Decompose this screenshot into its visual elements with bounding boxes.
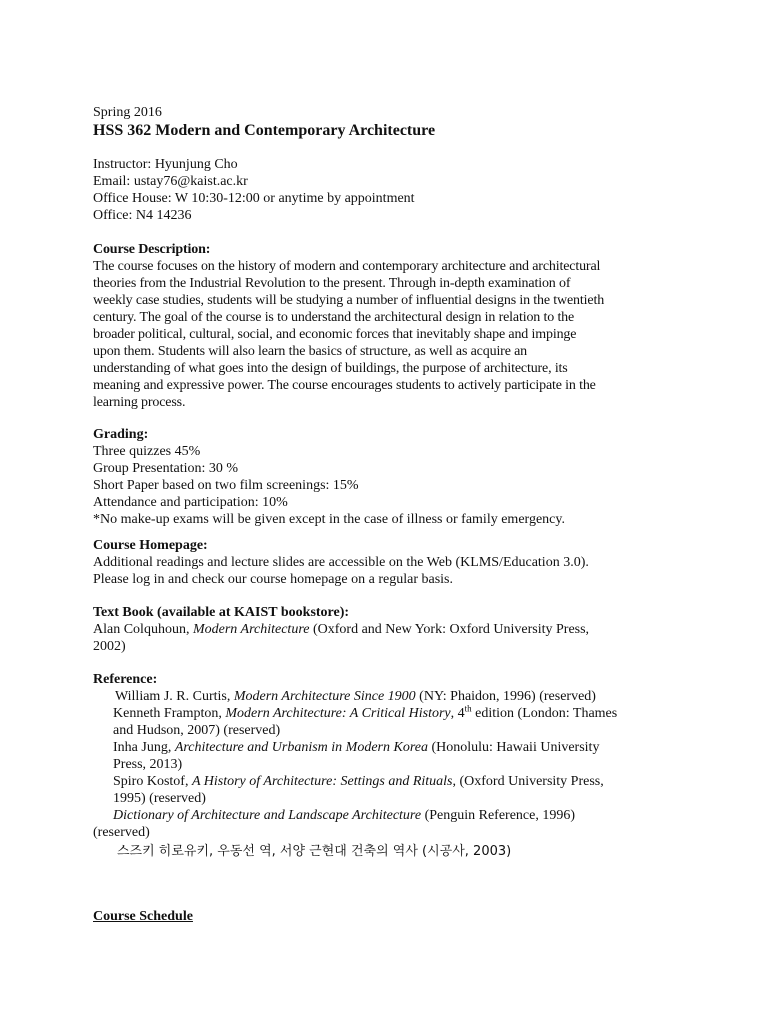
description-line: The course focuses on the history of modern and contemporary architecture and architectural xyxy=(93,259,601,274)
office-hours: Office House: W 10:30-12:00 or anytime by appointment xyxy=(93,191,415,206)
homepage-line: Additional readings and lecture slides are accessible on the Web (KLMS/Education 3.0). xyxy=(93,555,589,570)
reference-edition: , 4 xyxy=(450,706,465,721)
course-description xyxy=(93,241,683,411)
grading-item: Attendance and participation: 10% xyxy=(93,495,288,510)
textbook-publisher: (Oxford and New York: Oxford University Press, xyxy=(309,622,590,637)
textbook-author: Alan Colquhoun, xyxy=(93,622,193,637)
description-line: weekly case studies, students will be studying a number of influential designs in the twentieth xyxy=(93,293,605,308)
reference-item-curtis xyxy=(93,688,683,705)
description-line: understanding of what goes into the design of buildings, the purpose of architecture, its xyxy=(93,361,568,376)
instructor-info xyxy=(93,156,683,224)
grading-section xyxy=(93,426,683,528)
reference-details: (Honolulu: Hawaii University xyxy=(427,740,600,755)
reference-title: Architecture and Urbanism in Modern Korea xyxy=(174,740,428,755)
reference-details: , (Oxford University Press, xyxy=(452,774,604,789)
grading-heading: Grading: xyxy=(93,427,149,442)
reference-item-korean: 스즈키 히로유키, 우동선 역, 서양 근현대 건축의 역사 (시공사, 2003) xyxy=(117,844,512,859)
reference-details: (NY: Phaidon, 1996) (reserved) xyxy=(415,689,596,704)
homepage-heading: Course Homepage: xyxy=(93,538,208,553)
textbook-title: Modern Architecture xyxy=(192,622,310,637)
reference-title: Modern Architecture Since 1900 xyxy=(233,689,416,704)
reference-continuation: Press, 2013) xyxy=(113,757,183,772)
reference-author: Inha Jung, xyxy=(113,740,175,755)
reference-item-kostof xyxy=(93,773,683,790)
reference-details: (Penguin Reference, 1996) xyxy=(421,808,576,823)
description-line: century. The goal of the course is to understand the architectural design in relation to the xyxy=(93,310,575,325)
reference-details: edition (London: Thames xyxy=(471,706,618,721)
term-text: Spring 2016 xyxy=(93,105,162,120)
reference-author: Kenneth Frampton, xyxy=(113,706,226,721)
textbook-year: 2002) xyxy=(93,639,126,654)
reference-continuation: and Hudson, 2007) (reserved) xyxy=(113,723,281,738)
textbook-entry xyxy=(93,621,683,638)
reference-heading: Reference: xyxy=(93,672,158,687)
reference-item-jung xyxy=(93,739,683,756)
reference-author: Spiro Kostof, xyxy=(113,774,192,789)
instructor-email: Email: ustay76@kaist.ac.kr xyxy=(93,174,248,189)
grading-item: Three quizzes 45% xyxy=(93,444,201,459)
description-line: upon them. Students will also learn the basics of structure, as well as acquire an xyxy=(93,344,528,359)
description-line: theories from the Industrial Revolution to the present. Through in-depth examination of xyxy=(93,276,571,291)
homepage-section xyxy=(93,537,683,588)
description-heading: Course Description: xyxy=(93,242,211,257)
reference-continuation: 1995) (reserved) xyxy=(113,791,206,806)
description-line: learning process. xyxy=(93,395,186,410)
instructor-name: Instructor: Hyunjung Cho xyxy=(93,157,238,172)
schedule-section xyxy=(93,908,683,925)
grading-item: Short Paper based on two film screenings: 15% xyxy=(93,478,359,493)
description-line: broader political, cultural, social, and economic forces that inevitably shape and impinge xyxy=(93,327,577,342)
course-title-block xyxy=(93,121,683,141)
reference-title: Modern Architecture: A Critical History xyxy=(225,706,451,721)
schedule-heading: Course Schedule xyxy=(93,909,193,924)
reference-title: Dictionary of Architecture and Landscape Architecture xyxy=(113,808,422,823)
description-line: meaning and expressive power. The course encourages students to actively participate in the xyxy=(93,378,596,393)
reference-author: William J. R. Curtis, xyxy=(115,689,234,704)
reference-item-frampton xyxy=(93,705,683,722)
office-location: Office: N4 14236 xyxy=(93,208,192,223)
reference-edition-sup: th xyxy=(464,703,472,714)
reference-continuation: (reserved) xyxy=(93,825,150,840)
grading-note: *No make-up exams will be given except in the case of illness or family emergency. xyxy=(93,512,565,527)
reference-item-dictionary xyxy=(93,807,683,824)
textbook-section xyxy=(93,604,683,655)
reference-section xyxy=(93,671,683,860)
homepage-line: Please log in and check our course homepage on a regular basis. xyxy=(93,572,453,587)
textbook-heading: Text Book (available at KAIST bookstore): xyxy=(93,605,350,620)
reference-title: A History of Architecture: Settings and Rituals xyxy=(191,774,453,789)
term xyxy=(93,104,683,121)
course-title: HSS 362 Modern and Contemporary Architecture xyxy=(93,122,436,139)
grading-item: Group Presentation: 30 % xyxy=(93,461,239,476)
